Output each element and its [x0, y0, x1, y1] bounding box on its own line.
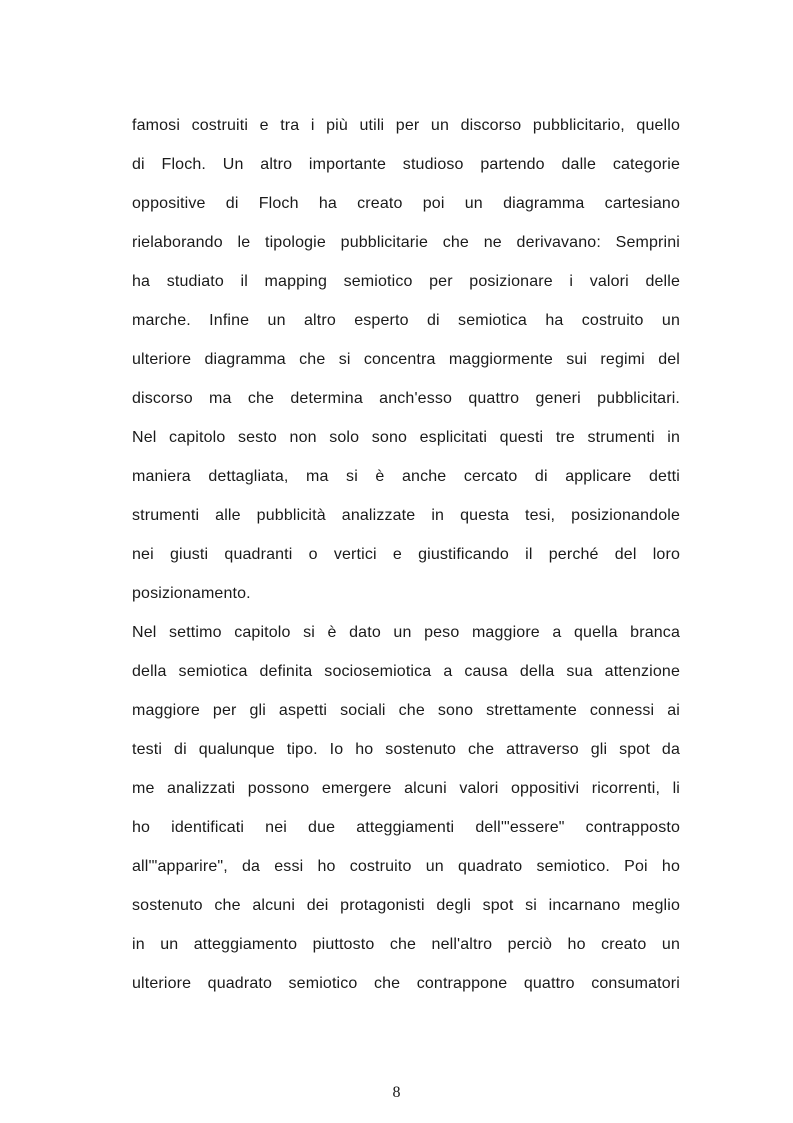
text-line: ha studiato il mapping semiotico per posizionare i valori delle — [132, 273, 680, 290]
text-line: nei giusti quadranti o vertici e giustificando il perché del loro — [132, 546, 680, 563]
text-line: ulteriore diagramma che si concentra maggiormente sui regimi del — [132, 351, 680, 368]
text-line: strumenti alle pubblicità analizzate in questa tesi, posizionandole — [132, 507, 680, 524]
text-line: discorso ma che determina anch'esso quattro generi pubblicitari. — [132, 390, 680, 407]
text-line: Nel settimo capitolo si è dato un peso maggiore a quella branca — [132, 624, 680, 641]
text-line: all'"apparire", da essi ho costruito un quadrato semiotico. Poi ho — [132, 858, 680, 875]
text-line-paragraph-end: posizionamento. — [132, 585, 251, 602]
text-line: oppositive di Floch ha creato poi un diagramma cartesiano — [132, 195, 680, 212]
text-line: ulteriore quadrato semiotico che contrappone quattro consumatori — [132, 975, 680, 992]
text-line: della semiotica definita sociosemiotica a causa della sua attenzione — [132, 663, 680, 680]
text-line: Nel capitolo sesto non solo sono esplicitati questi tre strumenti in — [132, 429, 680, 446]
text-line: ho identificati nei due atteggiamenti dell'"essere" contrapposto — [132, 819, 680, 836]
text-line: famosi costruiti e tra i più utili per un discorso pubblicitario, quello — [132, 117, 680, 134]
text-line: di Floch. Un altro importante studioso partendo dalle categorie — [132, 156, 680, 173]
text-line: marche. Infine un altro esperto di semiotica ha costruito un — [132, 312, 680, 329]
text-line: me analizzati possono emergere alcuni valori oppositivi ricorrenti, li — [132, 780, 680, 797]
page-number: 8 — [392, 1084, 401, 1101]
text-line: maniera dettagliata, ma si è anche cercato di applicare detti — [132, 468, 680, 485]
text-line: sostenuto che alcuni dei protagonisti degli spot si incarnano meglio — [132, 897, 680, 914]
body-text — [132, 111, 680, 1008]
text-line: in un atteggiamento piuttosto che nell'altro perciò ho creato un — [132, 936, 680, 953]
text-line: rielaborando le tipologie pubblicitarie che ne derivavano: Semprini — [132, 234, 680, 251]
text-line: testi di qualunque tipo. Io ho sostenuto che attraverso gli spot da — [132, 741, 680, 758]
text-line: maggiore per gli aspetti sociali che sono strettamente connessi ai — [132, 702, 680, 719]
